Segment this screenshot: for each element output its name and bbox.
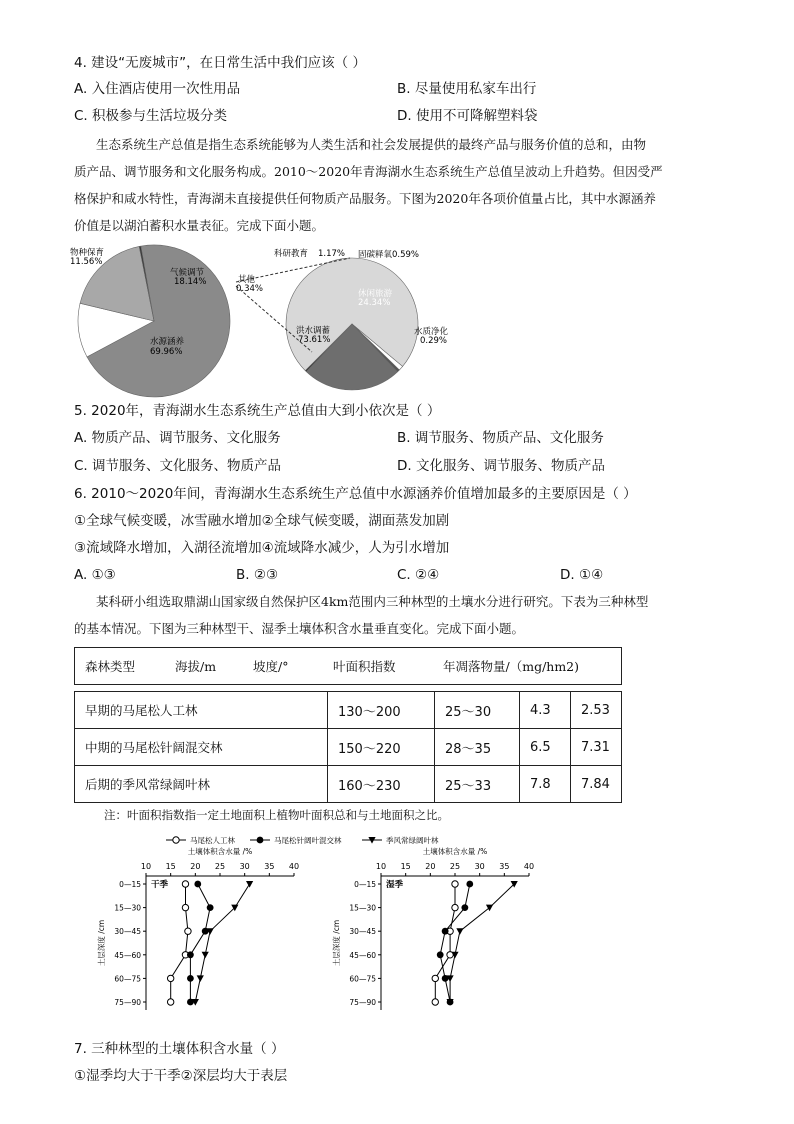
data-point xyxy=(202,952,209,959)
x-tick-label: 40 xyxy=(523,862,535,871)
label-research: 科研教育 xyxy=(274,249,309,259)
label-climate: 气候调节 xyxy=(170,268,205,278)
header-cell: 坡度/° xyxy=(253,659,289,674)
x-axis-label: 土壤体积含水量 /% xyxy=(422,847,488,856)
label-water-purify: 水质净化 xyxy=(414,327,449,337)
series-line xyxy=(195,884,249,1002)
y-tick-label: 30—45 xyxy=(114,927,141,937)
q5-option-c[interactable]: C. 调节服务、文化服务、物质产品 xyxy=(74,458,282,474)
data-point xyxy=(452,904,458,910)
data-point xyxy=(456,928,463,935)
data-point xyxy=(185,928,191,934)
table-row xyxy=(75,766,621,802)
data-point xyxy=(442,928,449,935)
y-tick-label: 30—45 xyxy=(349,927,376,937)
x-tick-label: 40 xyxy=(288,862,300,871)
q4-option-a[interactable]: A. 入住酒店使用一次性用品 xyxy=(74,81,241,97)
table-cell: 150～220 xyxy=(328,729,435,765)
data-point xyxy=(461,904,468,911)
chart-title: 湿季 xyxy=(386,880,404,890)
data-point xyxy=(182,904,188,910)
label-water-conservation-pct: 69.96% xyxy=(150,347,183,357)
q6-statement-2: ③流域降水增加，入湖径流增加④流域降水减少，人为引水增加 xyxy=(74,540,450,556)
table-header-row xyxy=(74,647,622,685)
pie-other xyxy=(286,258,418,390)
pie-charts xyxy=(70,240,490,400)
series-line xyxy=(171,884,188,1002)
x-tick-label: 30 xyxy=(474,862,485,871)
q6-option-a[interactable]: A. ①③ xyxy=(74,567,116,583)
pie-main xyxy=(78,245,230,397)
legend-label: 马尾松针阔叶混交林 xyxy=(274,836,342,845)
table-cell: 160～230 xyxy=(328,766,435,802)
q5-option-d[interactable]: D. 文化服务、调节服务、物质产品 xyxy=(397,458,605,474)
legend-marker xyxy=(257,837,264,844)
label-flood: 洪水调蓄 xyxy=(296,326,331,336)
y-tick-label: 75—90 xyxy=(114,998,141,1007)
label-water-purify-pct: 0.29% xyxy=(420,336,448,346)
q7-statement-1: ①湿季均大于干季②深层均大于表层 xyxy=(74,1068,288,1084)
x-tick-label: 25 xyxy=(214,862,226,871)
table-cell: 25～33 xyxy=(435,766,520,802)
q5-option-a[interactable]: A. 物质产品、调节服务、文化服务 xyxy=(74,430,281,446)
series-line xyxy=(450,884,514,1002)
table-cell: 2.53 xyxy=(581,702,610,718)
table-row xyxy=(75,692,621,729)
y-tick-label: 60—75 xyxy=(114,974,141,984)
passage1-line: 生态系统生产总值是指生态系统能够为人类生活和社会发展提供的最终产品与服务价值的总和，由物 xyxy=(96,137,647,152)
label-species: 物种保育 xyxy=(70,248,105,258)
table-cell: 7.31 xyxy=(581,739,610,755)
chart-wet-season xyxy=(331,846,534,1010)
chart-legend xyxy=(166,835,439,845)
y-axis-label: 土层深度 /cm xyxy=(332,919,341,967)
q6-option-d[interactable]: D. ①④ xyxy=(560,567,604,583)
label-species-pct: 11.56% xyxy=(70,257,103,267)
q4-option-d[interactable]: D. 使用不可降解塑料袋 xyxy=(397,108,538,124)
x-tick-label: 35 xyxy=(499,862,510,871)
q4-option-c[interactable]: C. 积极参与生活垃圾分类 xyxy=(74,108,228,124)
data-point xyxy=(466,881,473,888)
legend-label: 马尾松人工林 xyxy=(190,836,235,845)
series-line xyxy=(435,884,455,1002)
q5-option-b[interactable]: B. 调节服务、物质产品、文化服务 xyxy=(397,430,604,446)
label-tourism-pct: 24.34% xyxy=(358,298,391,308)
x-tick-label: 35 xyxy=(264,862,275,871)
x-tick-label: 30 xyxy=(239,862,250,871)
y-tick-label: 75—90 xyxy=(349,998,376,1007)
label-research-pct: 1.17% xyxy=(318,249,346,259)
data-point xyxy=(194,881,201,888)
table-cell: 6.5 xyxy=(520,729,571,765)
table-cell: 7.84 xyxy=(581,776,610,792)
table-cell: 7.8 xyxy=(520,766,571,802)
moisture-charts xyxy=(70,826,570,1022)
table-cell: 后期的季风常绿阔叶林 xyxy=(75,766,328,802)
x-tick-label: 10 xyxy=(375,862,387,871)
label-climate-pct: 18.14% xyxy=(174,277,207,287)
data-point xyxy=(432,975,438,981)
table-row xyxy=(75,729,621,766)
data-point xyxy=(197,975,204,982)
data-point xyxy=(207,904,214,911)
q6-option-c[interactable]: C. ②④ xyxy=(397,567,440,583)
table-body xyxy=(74,691,622,803)
y-tick-label: 0—15 xyxy=(354,880,376,889)
legend-marker xyxy=(173,837,179,843)
data-point xyxy=(452,881,458,887)
x-tick-label: 20 xyxy=(190,862,201,871)
label-water-conservation: 水源涵养 xyxy=(150,337,185,347)
data-point xyxy=(432,999,438,1005)
data-point xyxy=(187,975,194,982)
table-cell: 早期的马尾松人工林 xyxy=(75,692,328,728)
q6-statement-1: ①全球气候变暖，冰雪融水增加②全球气候变暖，湖面蒸发加剧 xyxy=(74,513,450,529)
y-tick-label: 45—60 xyxy=(114,950,141,960)
y-axis-label: 土层深度 /cm xyxy=(97,919,106,967)
passage2-line: 的基本情况。下图为三种林型干、湿季土壤体积含水量垂直变化。完成下面小题。 xyxy=(74,621,525,636)
table-cell: 130～200 xyxy=(328,692,435,728)
label-flood-pct: 73.61% xyxy=(298,335,331,345)
legend-label: 季风常绿阔叶林 xyxy=(386,836,439,845)
chart-dry-season xyxy=(96,846,299,1010)
table-cell: 4.3 xyxy=(520,692,571,728)
y-tick-label: 60—75 xyxy=(349,974,376,984)
x-tick-label: 10 xyxy=(140,862,152,871)
table-note: 注：叶面积指数指一定土地面积上植物叶面积总和与土地面积之比。 xyxy=(104,808,449,822)
forest-table xyxy=(74,647,622,803)
table-cell: 中期的马尾松针阔混交林 xyxy=(75,729,328,765)
header-cell: 年凋落物量/（mg/hm2) xyxy=(443,659,580,674)
q4-stem: 4. 建设“无废城市”，在日常生活中我们应该（ ） xyxy=(74,55,366,71)
x-tick-label: 20 xyxy=(425,862,436,871)
label-carbon: 固碳释氧 xyxy=(358,250,393,260)
y-tick-label: 15—30 xyxy=(349,903,376,913)
passage1-line: 质产品、调节服务和文化服务构成。2010～2020年青海湖水生态系统生产总值呈波动上升趋势。但因受严 xyxy=(74,164,663,179)
q6-option-b[interactable]: B. ②③ xyxy=(236,567,279,583)
header-cell: 森林类型 xyxy=(85,659,136,674)
x-tick-label: 25 xyxy=(449,862,461,871)
table-cell: 25～30 xyxy=(435,692,520,728)
x-axis-label: 土壤体积含水量 /% xyxy=(187,847,253,856)
passage1-line: 价值是以湖泊蓄积水量表征。完成下面小题。 xyxy=(74,218,325,233)
data-point xyxy=(246,881,253,888)
q4-option-b[interactable]: B. 尽量使用私家车出行 xyxy=(397,81,537,97)
data-point xyxy=(167,999,173,1005)
q5-stem: 5. 2020年，青海湖水生态系统生产总值由大到小依次是（ ） xyxy=(74,403,441,419)
data-point xyxy=(187,951,194,958)
y-tick-label: 0—15 xyxy=(119,880,141,889)
passage2-line: 某科研小组选取鼎湖山国家级自然保护区4km范围内三种林型的土壤水分进行研究。下表为三种林型 xyxy=(96,594,649,609)
x-tick-label: 15 xyxy=(165,862,176,871)
data-point xyxy=(437,951,444,958)
label-carbon-pct: 0.59% xyxy=(392,250,420,260)
y-tick-label: 45—60 xyxy=(349,950,376,960)
header-cell: 叶面积指数 xyxy=(333,659,396,674)
label-other: 其他 xyxy=(238,275,256,285)
chart-title: 干季 xyxy=(151,880,169,890)
table-cell: 28～35 xyxy=(435,729,520,765)
data-point xyxy=(182,881,188,887)
header-cell: 海拔/m xyxy=(175,659,217,674)
passage1-line: 格保护和咸水特性，青海湖未直接提供任何物质产品服务。下图为2020年各项价值量占比，其中水源涵养 xyxy=(74,191,656,206)
x-tick-label: 15 xyxy=(400,862,411,871)
label-other-pct: 0.34% xyxy=(236,284,264,294)
q6-stem: 6. 2010～2020年间，青海湖水生态系统生产总值中水源涵养价值增加最多的主要原因是（ ） xyxy=(74,486,637,502)
y-tick-label: 15—30 xyxy=(114,903,141,913)
q7-stem: 7. 三种林型的土壤体积含水量（ ） xyxy=(74,1041,285,1057)
label-tourism: 休闲旅游 xyxy=(358,289,393,299)
data-point xyxy=(167,975,173,981)
